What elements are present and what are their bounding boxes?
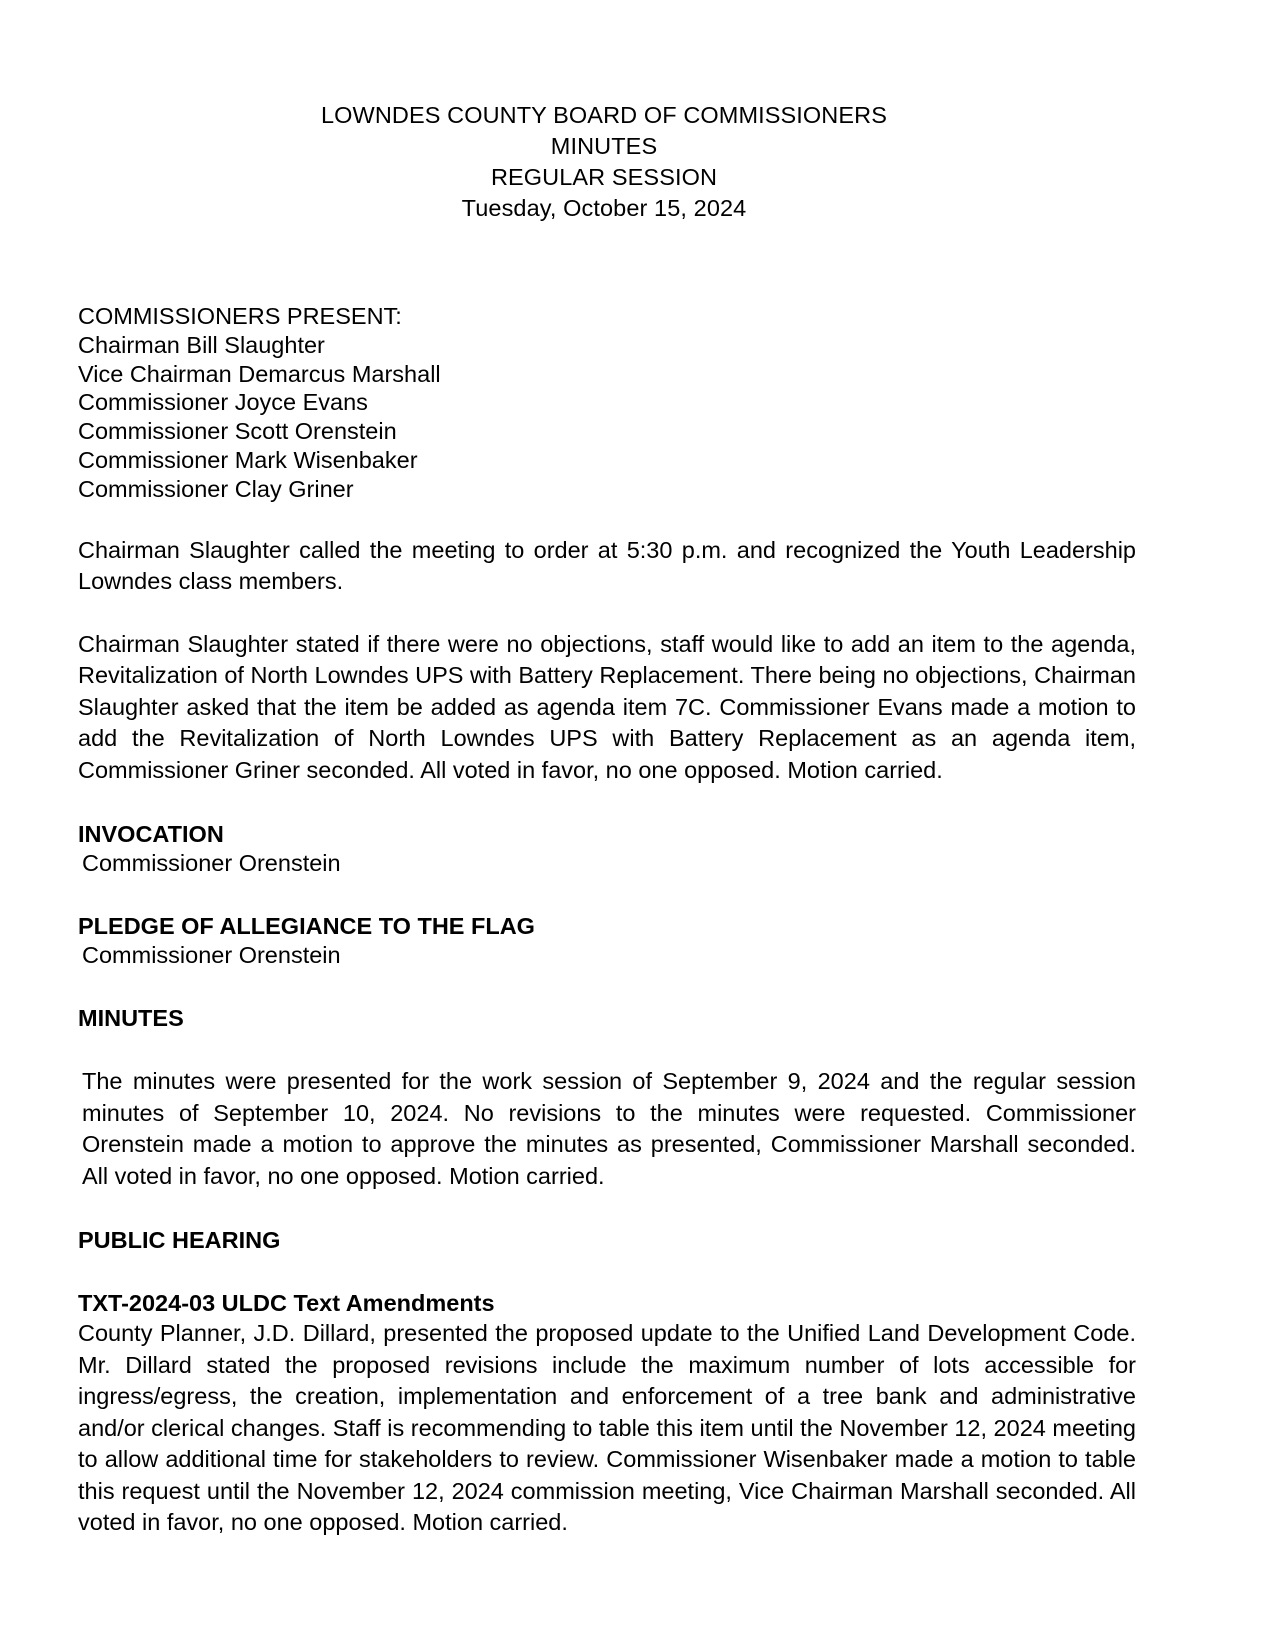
spacer: [72, 1254, 1136, 1288]
pledge-presenter: Commissioner Orenstein: [82, 942, 341, 969]
header-line-date: Tuesday, October 15, 2024: [461, 195, 747, 221]
paragraph-call-to-order: Chairman Slaughter called the meeting to order at 5:30 p.m. and recognized the Youth Leadership Lowndes class members.: [78, 536, 1136, 595]
attendance-member: Commissioner Clay Griner: [78, 475, 354, 502]
header-line-session: REGULAR SESSION: [490, 164, 718, 190]
invocation-presenter: Commissioner Orenstein: [82, 850, 341, 877]
header-line-organization: LOWNDES COUNTY BOARD OF COMMISSIONERS: [320, 102, 887, 128]
spacer: [72, 878, 1136, 912]
attendance-member: Vice Chairman Demarcus Marshall: [78, 360, 441, 387]
section-heading-public-hearing: PUBLIC HEARING: [78, 1227, 281, 1254]
paragraph-minutes-approval: The minutes were presented for the work session of September 9, 2024 and the regular session minutes of September 10, 2024. No revisions to the minutes were requested. Commissioner Orenstein made a motion to approve the minutes as presented, Commissioner Marshall seconded. All voted in favor, no one opposed. Motion carried.: [82, 1068, 1136, 1189]
section-heading-minutes: MINUTES: [78, 1005, 184, 1032]
spacer: [72, 1032, 1136, 1066]
paragraph-agenda-addition: Chairman Slaughter stated if there were no objections, staff would like to add an item to the agenda, Revitalization of North Lowndes UPS with Battery Replacement. There being no objections, Chairman Slaughter asked that the item be added as agenda item 7C. Commissioner Evans made a motion to add the Revitalization of North Lowndes UPS with Battery Replacement as an agenda item, Commissioner Griner seconded. All voted in favor, no one opposed. Motion carried.: [78, 630, 1136, 783]
header-spacer: [72, 224, 1136, 302]
attendance-block: [78, 302, 1136, 504]
attendance-member: Commissioner Scott Orenstein: [78, 418, 397, 445]
spacer: [72, 1192, 1136, 1226]
spacer: [72, 504, 1136, 535]
paragraph-txt-2024-03-discussion: County Planner, J.D. Dillard, presented the proposed update to the Unified Land Development Code. Mr. Dillard stated the proposed revisions include the maximum number of lots accessible for ingress/egress, the creation, implementation and enforcement of a tree bank and administrative and/or clerical changes. Staff is recommending to table this item until the November 12, 2024 meeting to allow additional time for stakeholders to review. Commissioner Wisenbaker made a motion to table this request until the November 12, 2024 commission meeting, Vice Chairman Marshall seconded. All voted in favor, no one opposed. Motion carried.: [78, 1320, 1136, 1536]
document-content: [72, 0, 1136, 1539]
attendance-member: Commissioner Mark Wisenbaker: [78, 446, 418, 473]
agenda-item-heading-txt-2024-03: TXT-2024-03 ULDC Text Amendments: [78, 1290, 495, 1317]
spacer: [72, 970, 1136, 1004]
attendance-label: COMMISSIONERS PRESENT:: [78, 303, 402, 329]
attendance-member: Commissioner Joyce Evans: [78, 389, 368, 416]
spacer: [72, 598, 1136, 629]
section-heading-pledge: PLEDGE OF ALLEGIANCE TO THE FLAG: [78, 913, 535, 940]
attendance-member: Chairman Bill Slaughter: [78, 331, 325, 358]
header-line-doctype: MINUTES: [550, 133, 658, 159]
document-header: [72, 100, 1136, 224]
spacer: [72, 786, 1136, 820]
section-heading-invocation: INVOCATION: [78, 821, 224, 848]
